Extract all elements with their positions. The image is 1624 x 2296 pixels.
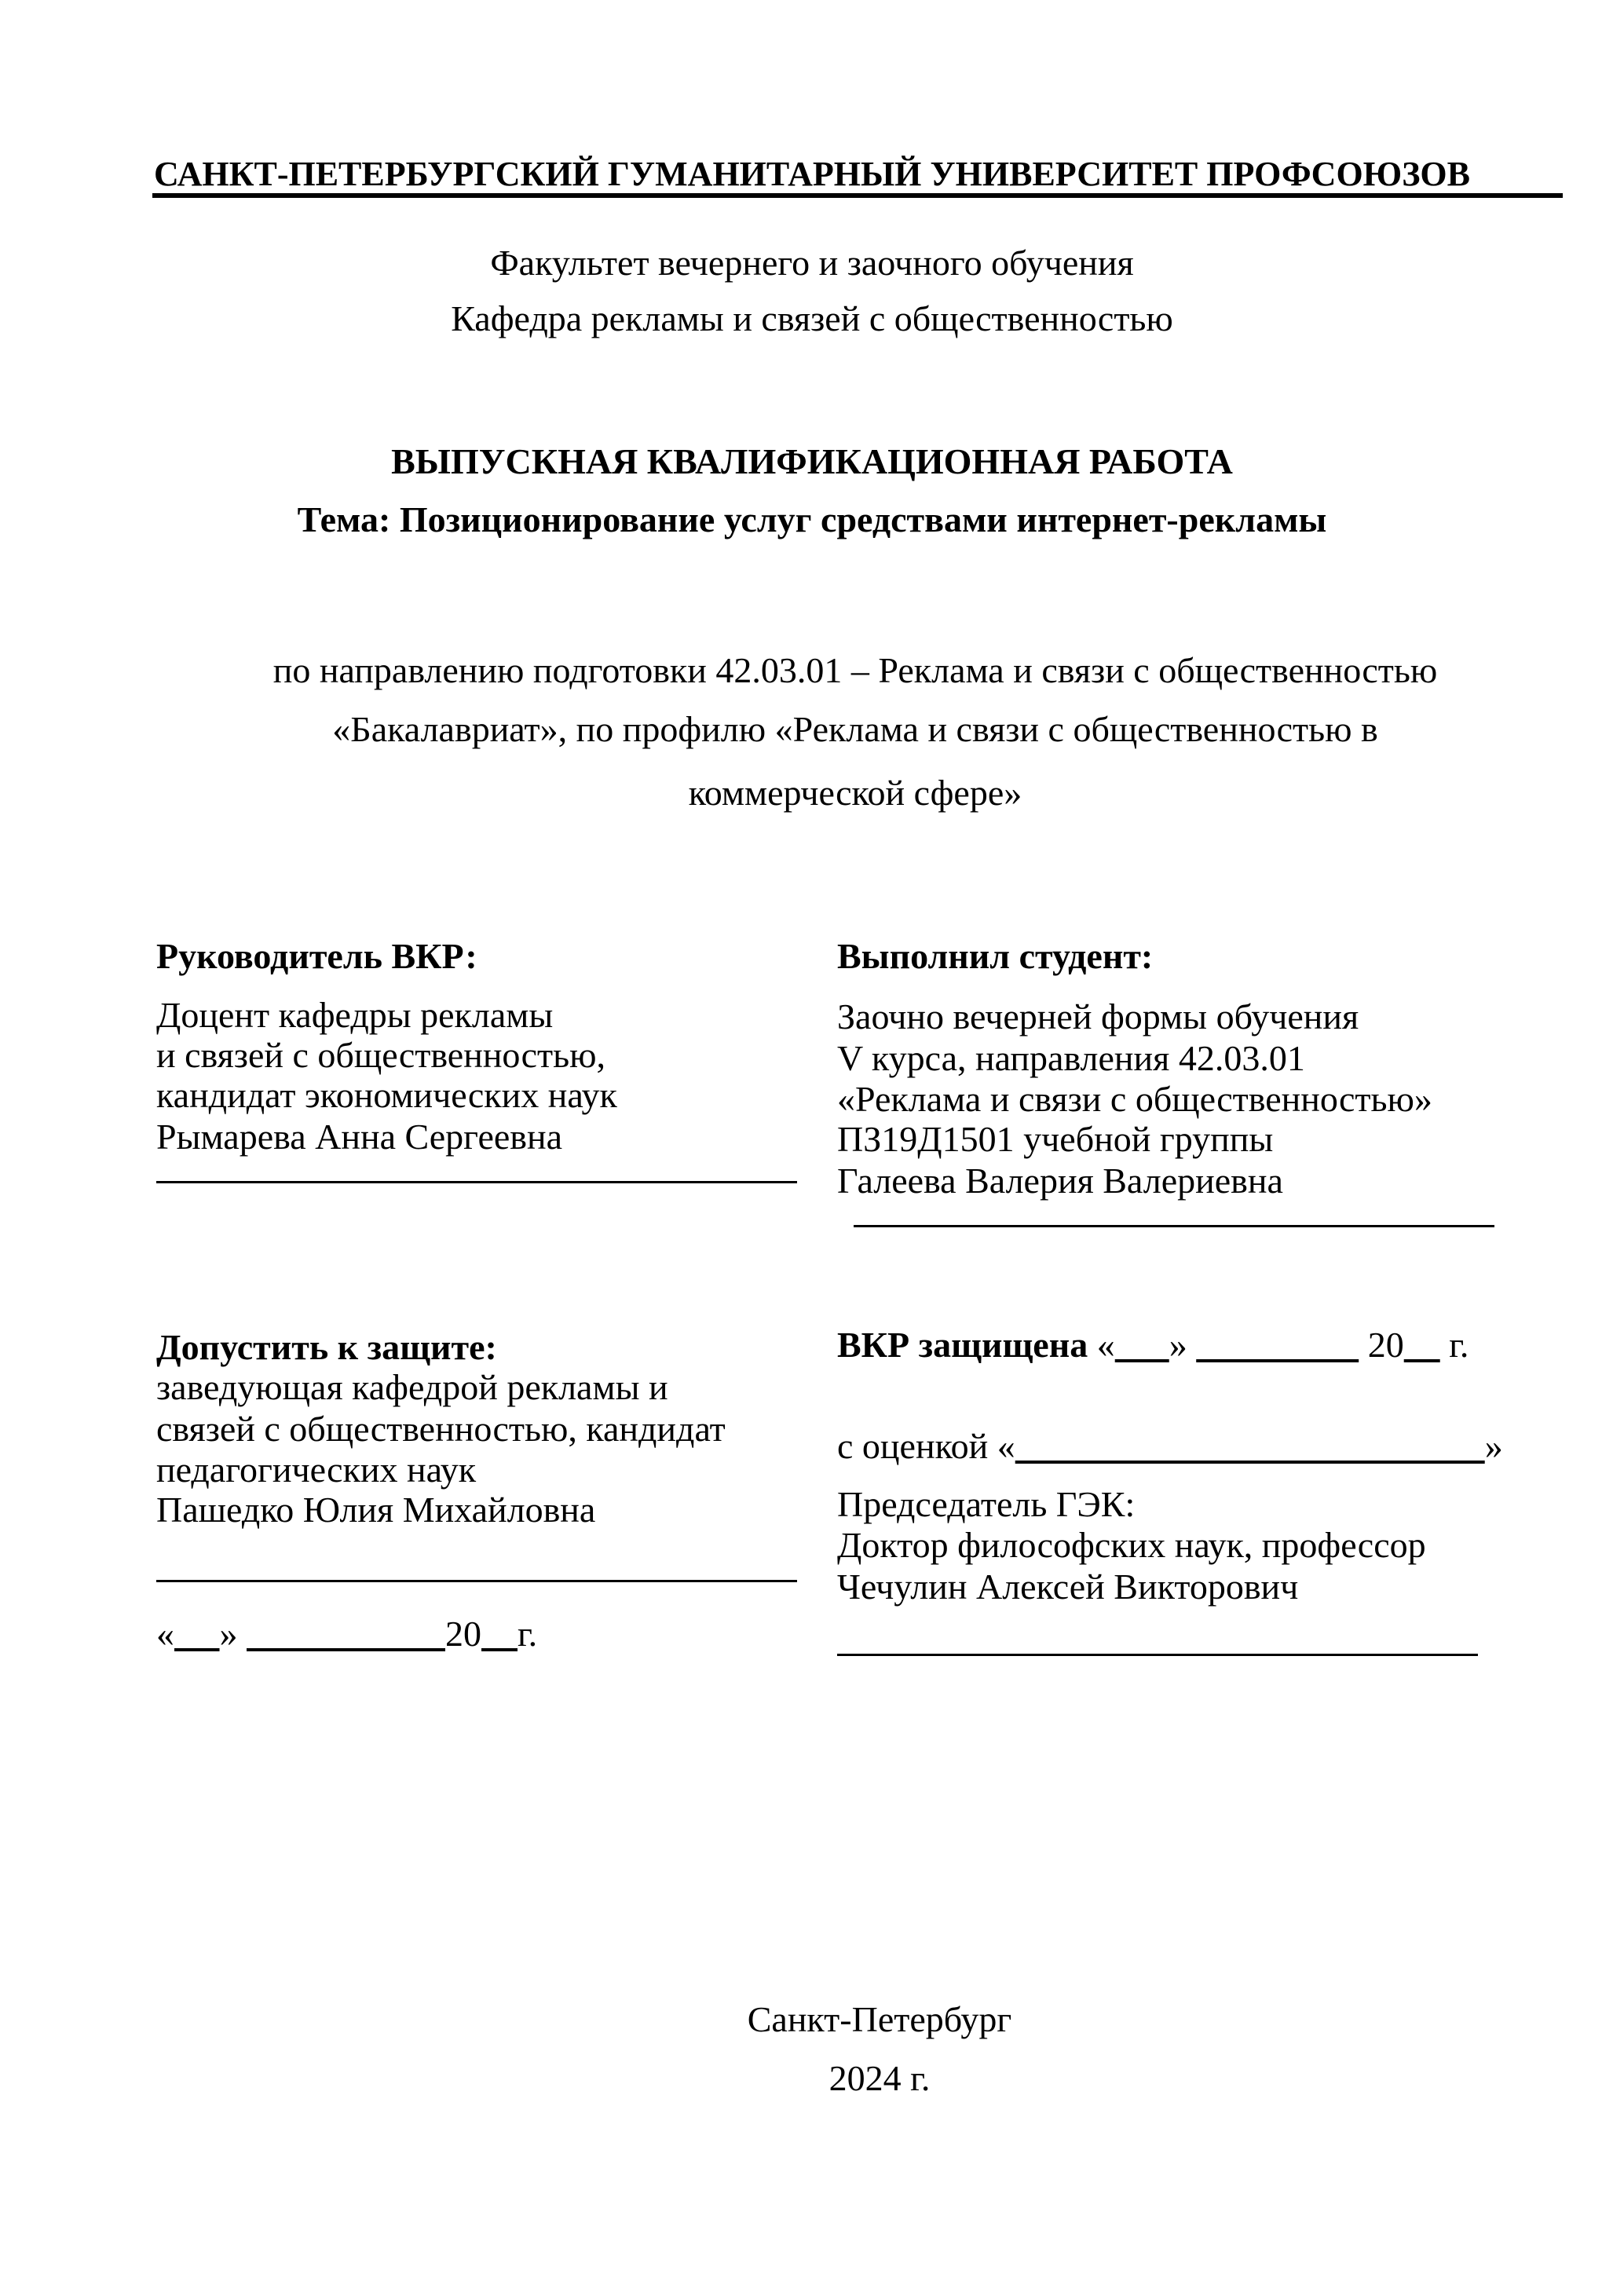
department: Кафедра рекламы и связей с общественностью bbox=[451, 298, 1173, 338]
student-heading: Выполнил студент: bbox=[837, 936, 1154, 976]
direction-line: по направлению подготовки 42.03.01 – Реклама и связи с общественностью bbox=[272, 650, 1438, 690]
grade-label: с оценкой « bbox=[837, 1426, 1015, 1466]
year: 2024 г. bbox=[828, 2058, 931, 2098]
supervisor-name: Рымарева Анна Сергеевна bbox=[156, 1117, 563, 1157]
admission-date bbox=[156, 1616, 537, 1652]
year-blank bbox=[481, 1614, 518, 1654]
student-signature-line bbox=[854, 1225, 1494, 1227]
admission-line: педагогических наук bbox=[156, 1450, 477, 1490]
quote-close: » bbox=[219, 1614, 238, 1654]
work-type-title: ВЫПУСКНАЯ КВАЛИФИКАЦИОННАЯ РАБОТА bbox=[391, 441, 1233, 481]
admission-heading: Допустить к защите: bbox=[156, 1327, 497, 1367]
supervisor-line: Доцент кафедры рекламы bbox=[156, 995, 554, 1035]
month-blank bbox=[1196, 1325, 1359, 1365]
defense-date bbox=[837, 1327, 1469, 1363]
admission-name: Пашедко Юлия Михайловна bbox=[156, 1490, 596, 1530]
student-name: Галеева Валерия Валериевна bbox=[837, 1161, 1283, 1201]
month-blank bbox=[247, 1614, 445, 1654]
supervisor-line: кандидат экономических наук bbox=[156, 1075, 617, 1115]
quote-close: » bbox=[1484, 1426, 1503, 1466]
city: Санкт-Петербург bbox=[747, 1999, 1012, 2039]
quote-close: » bbox=[1169, 1325, 1187, 1365]
year-prefix: 20 bbox=[445, 1614, 481, 1654]
supervisor-heading: Руководитель ВКР: bbox=[156, 936, 477, 976]
admission-line: заведующая кафедрой рекламы и bbox=[156, 1367, 668, 1407]
chair-signature-line bbox=[837, 1654, 1478, 1656]
year-prefix: 20 bbox=[1367, 1325, 1404, 1365]
year-suffix: г. bbox=[1449, 1325, 1469, 1365]
day-blank bbox=[174, 1614, 220, 1654]
day-blank bbox=[1115, 1325, 1169, 1365]
chair-name: Чечулин Алексей Викторович bbox=[837, 1567, 1299, 1607]
header-rule bbox=[152, 193, 1563, 198]
year-suffix: г. bbox=[518, 1614, 538, 1654]
supervisor-line: и связей с общественностью, bbox=[156, 1035, 605, 1075]
quote-open: « bbox=[1096, 1325, 1115, 1365]
supervisor-signature-line bbox=[156, 1181, 797, 1183]
student-line: ПЗ19Д1501 учебной группы bbox=[837, 1119, 1274, 1159]
faculty: Факультет вечернего и заочного обучения bbox=[490, 243, 1134, 283]
admission-signature-line bbox=[156, 1580, 797, 1582]
work-topic: Тема: Позиционирование услуг средствами интернет-рекламы bbox=[297, 499, 1327, 539]
defense-heading: ВКР защищена bbox=[837, 1325, 1088, 1365]
student-line: «Реклама и связи с общественностью» bbox=[837, 1079, 1432, 1119]
direction-line: коммерческой сфере» bbox=[688, 773, 1022, 813]
direction-line: «Бакалавриат», по профилю «Реклама и связи с общественностью в bbox=[332, 709, 1378, 749]
grade-blank bbox=[1015, 1426, 1485, 1466]
chair-heading: Председатель ГЭК: bbox=[837, 1484, 1136, 1524]
student-line: V курса, направления 42.03.01 bbox=[837, 1038, 1305, 1078]
quote-open: « bbox=[156, 1614, 174, 1654]
grade-field bbox=[837, 1428, 1503, 1464]
year-blank bbox=[1404, 1325, 1440, 1365]
university-name: САНКТ-ПЕТЕРБУРГСКИЙ ГУМАНИТАРНЫЙ УНИВЕРСИТЕТ ПРОФСОЮЗОВ bbox=[153, 155, 1471, 193]
chair-line: Доктор философских наук, профессор bbox=[837, 1525, 1426, 1565]
admission-line: связей с общественностью, кандидат bbox=[156, 1409, 726, 1449]
student-line: Заочно вечерней формы обучения bbox=[837, 996, 1359, 1036]
